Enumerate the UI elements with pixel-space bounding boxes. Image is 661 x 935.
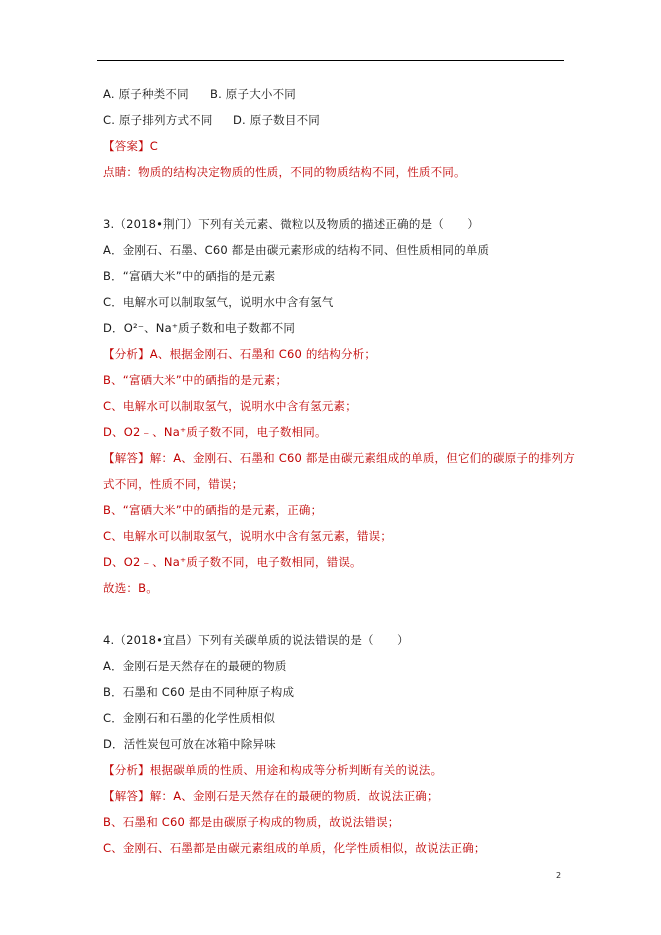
option-d: D. 原子数目不同	[233, 113, 320, 127]
q4-solution-line: 【解答】解：A、金刚石是天然存在的最硬的物质．故说法正确；	[103, 789, 439, 803]
q4-stem: 4.（2018•宜昌）下列有关碳单质的说法错误的是（ ）	[103, 633, 409, 647]
answer-label: 【答案】C	[103, 139, 159, 153]
q3-solution-line: B、“富硒大米”中的硒指的是元素，正确；	[103, 503, 323, 517]
q3-solution-line: D、O2﹣、Na⁺质子数不同，电子数相同，错误。	[103, 555, 362, 569]
header-rule	[97, 60, 564, 61]
q4-solution-line: C、金刚石、石墨都是由碳元素组成的单质，化学性质相似，故说法正确；	[103, 841, 486, 855]
option-c: C. 原子排列方式不同	[103, 113, 213, 127]
option-b: B. 原子大小不同	[210, 87, 296, 101]
q3-option-b: B．“富硒大米”中的硒指的是元素	[103, 269, 276, 283]
hint-text: 点睛：物质的结构决定物质的性质，不同的物质结构不同，性质不同。	[103, 165, 466, 179]
q3-solution-line: 式不同，性质不同，错误；	[103, 477, 244, 491]
q3-analysis-line: C、电解水可以制取氢气，说明水中含有氢元素；	[103, 399, 357, 413]
q3-analysis-line: 【分析】A、根据金刚石、石墨和 C60 的结构分析；	[103, 347, 377, 361]
option-a: A. 原子种类不同	[103, 87, 189, 101]
q4-analysis: 【分析】根据碳单质的性质、用途和构成等分析判断有关的说法。	[103, 763, 443, 777]
page-number: 2	[556, 871, 562, 880]
q3-analysis-line: D、O2﹣、Na⁺质子数不同，电子数相同。	[103, 425, 327, 439]
q3-solution-line: 【解答】解：A、金刚石、石墨和 C60 都是由碳元素组成的单质，但它们的碳原子的排列方	[103, 451, 575, 465]
q3-option-d: D．O²⁻、Na⁺质子数和电子数都不同	[103, 321, 296, 335]
q3-analysis-line: B、“富硒大米”中的硒指的是元素；	[103, 373, 288, 387]
options-row-ab	[103, 86, 296, 102]
q4-option-b: B．石墨和 C60 是由不同种原子构成	[103, 685, 295, 699]
q4-solution-line: B、石墨和 C60 都是由碳原子构成的物质，故说法错误；	[103, 815, 400, 829]
q3-stem: 3.（2018•荆门）下列有关元素、微粒以及物质的描述正确的是（ ）	[103, 217, 480, 231]
q3-solution-line: C、电解水可以制取氢气，说明水中含有氢元素，错误；	[103, 529, 393, 543]
options-row-cd	[103, 112, 320, 128]
q4-option-d: D．活性炭包可放在冰箱中除异味	[103, 737, 276, 751]
q3-option-c: C．电解水可以制取氢气，说明水中含有氢气	[103, 295, 334, 309]
q4-option-c: C．金刚石和石墨的化学性质相似	[103, 711, 276, 725]
q3-solution-line: 故选：B。	[103, 581, 158, 595]
q4-option-a: A．金刚石是天然存在的最硬的物质	[103, 659, 287, 673]
q3-option-a: A．金刚石、石墨、C60 都是由碳元素形成的结构不同、但性质相同的单质	[103, 243, 490, 257]
